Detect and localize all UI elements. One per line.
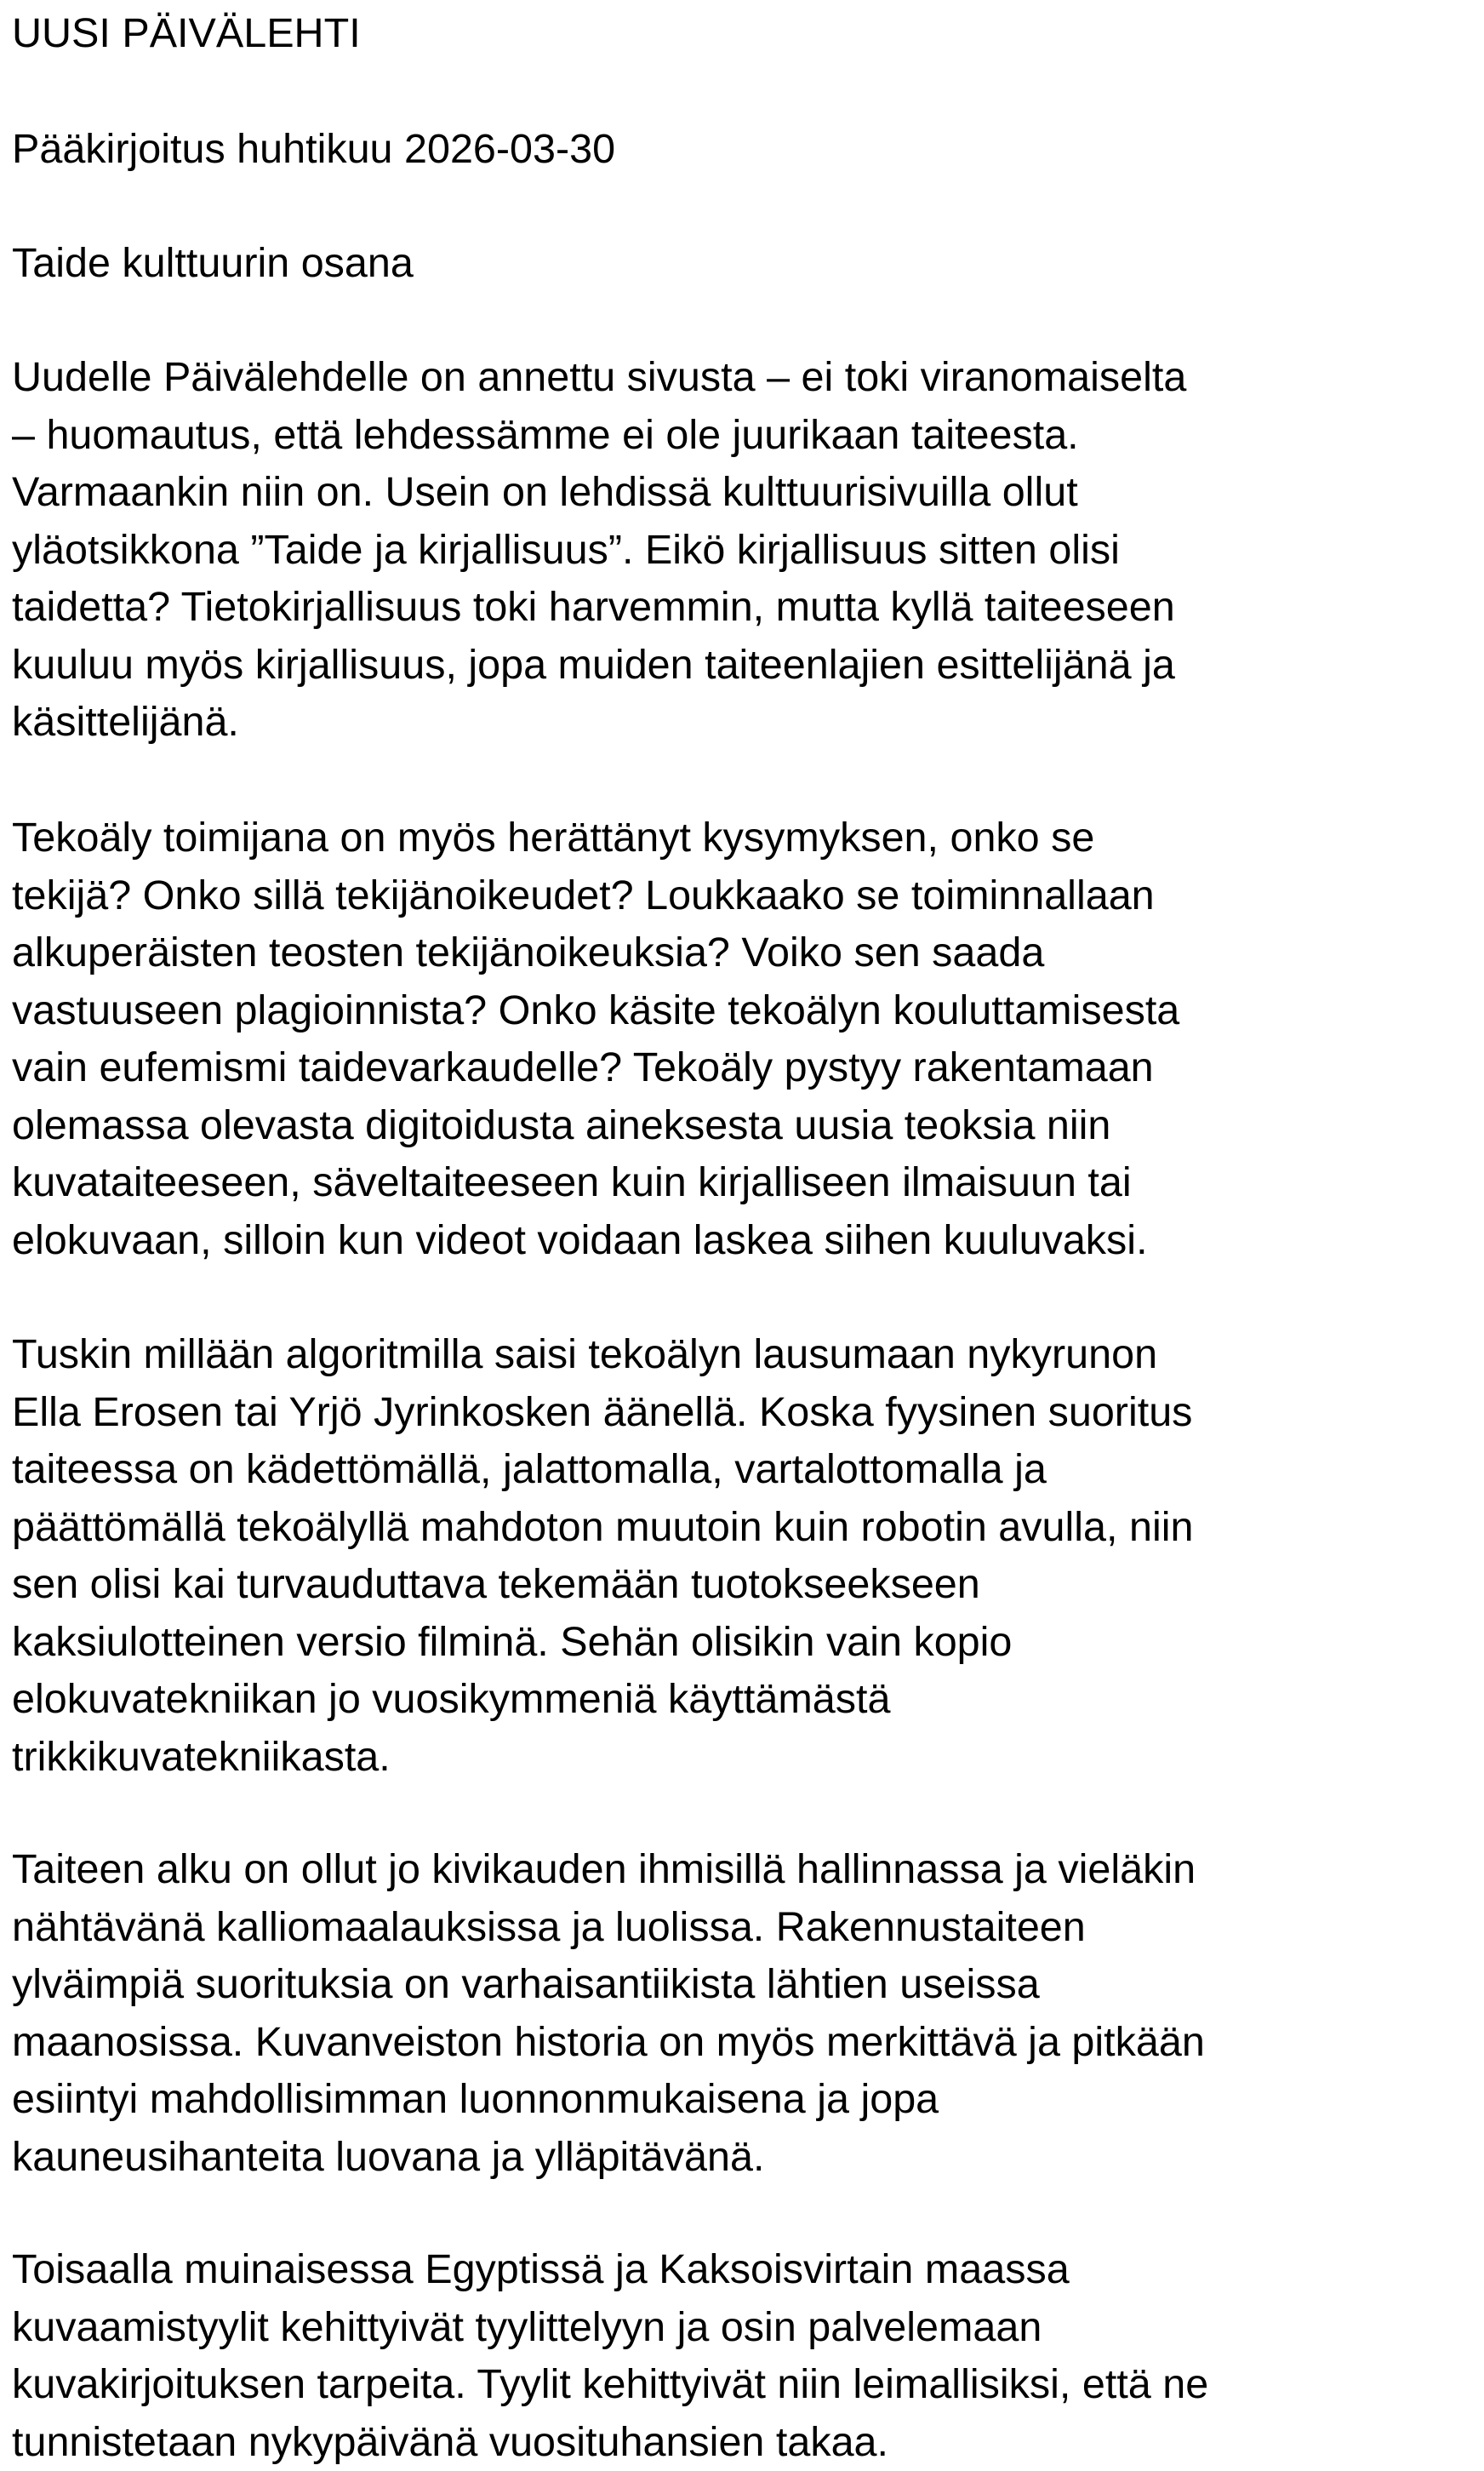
body-paragraph-2 [12, 809, 1472, 1269]
text-line: olemassa olevasta digitoidusta aineksesta uusia teoksia niin [12, 1097, 1472, 1155]
text-line: kuvakirjoituksen tarpeita. Tyylit kehittyivät niin leimallisiksi, että ne [12, 2356, 1472, 2414]
text-line: kaksiulotteinen versio filminä. Sehän olisikin vain kopio [12, 1614, 1472, 1672]
text-line: Taiteen alku on ollut jo kivikauden ihmisillä hallinnassa ja vieläkin [12, 1841, 1472, 1899]
body-paragraph-1 [12, 349, 1472, 752]
body-paragraph-3 [12, 1326, 1472, 1786]
text-line: Uudelle Päivälehdelle on annettu sivusta – ei toki viranomaiselta [12, 349, 1472, 407]
text-line: sen olisi kai turvauduttava tekemään tuotokseekseen [12, 1556, 1472, 1614]
newspaper-name: UUSI PÄIVÄLEHTI [12, 5, 361, 63]
text-line: alkuperäisten teosten tekijänoikeuksia? Voiko sen saada [12, 924, 1472, 982]
body-paragraph-4 [12, 1841, 1472, 2186]
text-line: trikkikuvatekniikasta. [12, 1729, 1472, 1787]
text-line: Toisaalla muinaisessa Egyptissä ja Kaksoisvirtain maassa [12, 2241, 1472, 2299]
text-line: päättömällä tekoälyllä mahdoton muutoin kuin robotin avulla, niin [12, 1499, 1472, 1557]
text-line: esiintyi mahdollisimman luonnonmukaisena ja jopa [12, 2071, 1472, 2129]
text-line: vastuuseen plagioinnista? Onko käsite tekoälyn kouluttamisesta [12, 982, 1472, 1040]
text-line: taiteessa on kädettömällä, jalattomalla, vartalottomalla ja [12, 1441, 1472, 1499]
text-line: Ella Erosen tai Yrjö Jyrinkosken äänellä. Koska fyysinen suoritus [12, 1384, 1472, 1442]
body-paragraph-5 [12, 2241, 1472, 2471]
text-line: kuvaamistyylit kehittyivät tyylittelyyn ja osin palvelemaan [12, 2299, 1472, 2357]
text-line: kuuluu myös kirjallisuus, jopa muiden taiteenlajien esittelijänä ja [12, 637, 1472, 695]
text-line: elokuvatekniikan jo vuosikymmeniä käyttämästä [12, 1671, 1472, 1729]
text-line: ylväimpiä suorituksia on varhaisantiikista lähtien useissa [12, 1956, 1472, 2014]
text-line: kuvataiteeseen, säveltaiteeseen kuin kirjalliseen ilmaisuun tai [12, 1154, 1472, 1212]
text-line: elokuvaan, silloin kun videot voidaan laskea siihen kuuluvaksi. [12, 1212, 1472, 1270]
text-line: – huomautus, että lehdessämme ei ole juurikaan taiteesta. [12, 407, 1472, 465]
text-line: tunnistetaan nykypäivänä vuosituhansien takaa. [12, 2414, 1472, 2471]
editorial-headline: Taide kulttuurin osana [12, 235, 414, 293]
text-line: vain eufemismi taidevarkaudelle? Tekoäly pystyy rakentamaan [12, 1039, 1472, 1097]
text-line: käsittelijänä. [12, 694, 1472, 752]
text-line: yläotsikkona ”Taide ja kirjallisuus”. Eikö kirjallisuus sitten olisi [12, 522, 1472, 580]
text-line: taidetta? Tietokirjallisuus toki harvemmin, mutta kyllä taiteeseen [12, 579, 1472, 637]
editorial-date-line: Pääkirjoitus huhtikuu 2026-03-30 [12, 121, 615, 179]
text-line: Tuskin millään algoritmilla saisi tekoälyn lausumaan nykyrunon [12, 1326, 1472, 1384]
text-line: Tekoäly toimijana on myös herättänyt kysymyksen, onko se [12, 809, 1472, 867]
text-line: kauneusihanteita luovana ja ylläpitävänä. [12, 2129, 1472, 2187]
text-line: Varmaankin niin on. Usein on lehdissä kulttuurisivuilla ollut [12, 464, 1472, 522]
text-line: maanosissa. Kuvanveiston historia on myös merkittävä ja pitkään [12, 2014, 1472, 2072]
text-line: tekijä? Onko sillä tekijänoikeudet? Loukkaako se toiminnallaan [12, 867, 1472, 925]
text-line: nähtävänä kalliomaalauksissa ja luolissa. Rakennustaiteen [12, 1899, 1472, 1957]
